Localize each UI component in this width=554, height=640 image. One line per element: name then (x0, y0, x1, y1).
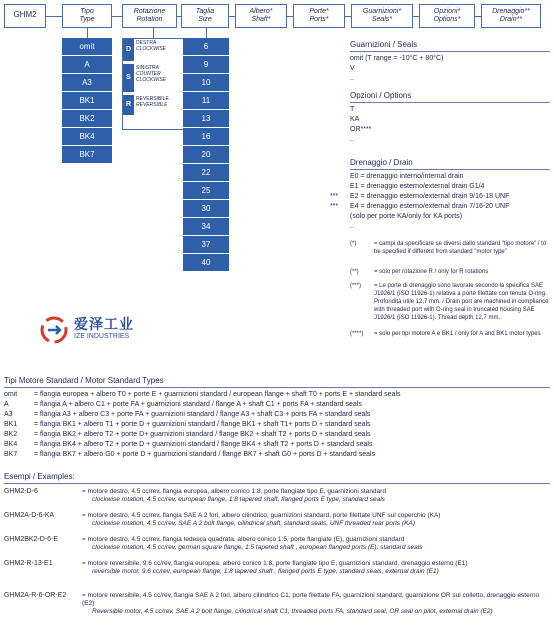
drain-item: (solo per porte KA/only for KA ports) (350, 213, 463, 220)
company-logo (40, 316, 200, 346)
drain-item: E4 = drenaggio esterno/external drain 7/16-20 UNF (350, 203, 510, 210)
header-box-5 (351, 4, 413, 28)
note-mark: (**) (350, 269, 359, 275)
example-text-en: Reversible motor, 4.5 cc/rev, SAE A 2 bolt flange, cilindrical shaft C1, threaded ports FA, standard seal, OR seal on pilot, external drain (E2) (92, 608, 493, 615)
seals-title: Guarnizioni / Seals (350, 40, 418, 49)
example-description (82, 560, 550, 576)
size-option: 16 (183, 128, 229, 146)
logo-mark-icon (40, 316, 68, 344)
std-types-title: Tipi Motore Standard / Motor Standard Types (4, 376, 164, 385)
size-option: 40 (183, 254, 229, 272)
drain-item: E2 = drenaggio esterno/external drain 9/16-18 UNF (350, 193, 510, 200)
rotation-label-it: SINISTRA (136, 65, 160, 71)
example-code: GHM2-D-6 (4, 488, 38, 495)
seal-item: omit (T range = -10°C + 80°C) (350, 55, 444, 62)
examples-title: Esempi / Examples: (4, 472, 75, 481)
std-type-code: BK1 (4, 421, 18, 428)
model-code-box (4, 4, 46, 28)
size-option: 13 (183, 110, 229, 128)
example-code: GHM2A-R-6-OR-E2 (4, 592, 67, 599)
size-option: 20 (183, 146, 229, 164)
header-box-label-it: Opzioni* (433, 8, 461, 15)
header-box-label-en: Shaft* (251, 16, 271, 23)
options-rule (350, 102, 550, 103)
size-option: 10 (183, 74, 229, 92)
size-option: 30 (183, 200, 229, 218)
std-type-code: BK2 (4, 431, 18, 438)
note-mark: (****) (350, 331, 364, 337)
logo-english-text: IZE INDUSTRIES (74, 333, 130, 340)
header-box-1 (122, 4, 177, 28)
example-text-en: clockwise rotation, 4.5 cc/rev, european flange, 1:8 tapered shaft, flanged ports E type, standard seals (92, 496, 385, 503)
header-box-label-it: Tipo (80, 8, 94, 15)
model-code: GHM2 (13, 10, 37, 19)
drain-item: E1 = drenaggio esterno/external drain G1/4 (350, 183, 485, 190)
rotation-letter: R (123, 95, 134, 115)
rotation-row (123, 39, 184, 61)
rotation-label-it: DESTRA (136, 40, 157, 46)
header-box-label-en: Seals* (371, 16, 393, 23)
size-option: 37 (183, 236, 229, 254)
example-description (82, 512, 550, 528)
std-type-text: = flangia BK7 + albero G0 + porte D + guarnizioni standard / flange BK7 + shaft G0 + ports D + standard seals (34, 451, 376, 458)
options-title: Opzioni / Options (350, 91, 412, 100)
size-option: 34 (183, 218, 229, 236)
example-text-it: = motore destro, 4.5 cc/rev, flangia europea, albero conico 1:8, porte flangiate tipo E, guarnizioni standard (82, 488, 386, 495)
header-box-label-it: Porte* (309, 8, 329, 15)
header-box-label-en: Type (79, 16, 95, 23)
example-code: GHM2-R-13-E1 (4, 560, 53, 567)
header-box-7 (481, 4, 541, 28)
type-connector (87, 28, 88, 38)
type-option: BK1 (62, 92, 112, 110)
example-text-en: reversible motor, 9.6 cc/rev, european flange, 1:8 tapered shaft , flanged ports E type, standard seals, external drain (E1) (92, 568, 439, 575)
type-option: A3 (62, 74, 112, 92)
example-description (82, 536, 550, 552)
seal-item: .. (350, 75, 354, 82)
drain-mark: *** (330, 203, 339, 210)
std-type-text: = flangia A + albero C1 + porte FA + guarnizioni standard / flange A + shaft C1 + ports FA + standard seals (34, 401, 362, 408)
example-text-it: = motore destro, 4.5 cc/rev, flangia SAE A 2 fori, albero cilindrico, guarnizioni standard, porte filettate UNF sul coperchio (KA) (82, 512, 441, 519)
example-description (82, 592, 550, 616)
std-type-code: BK4 (4, 441, 18, 448)
std-types-rule (4, 387, 550, 388)
header-box-label-it: Albero* (249, 8, 273, 15)
header-box-label-it: Rotazione (133, 8, 166, 15)
example-text-it: = motore reversibile, 9.6 cc/rev, flangia europea, albero conico 1:8, porte flangiate tipo E, guarnizioni standard, drenaggio esterno (E1) (82, 560, 468, 567)
std-type-code: omit (4, 391, 18, 398)
size-option: 11 (183, 92, 229, 110)
std-type-text: = flangia BK1 + albero T1 + porte D + guarnizioni standard / flange BK1 + shaft T1+ ports D + standard seals (34, 421, 371, 428)
rotation-box (122, 38, 185, 130)
rotation-label-it: REVERSIBILE (136, 96, 169, 102)
rotation-label-en: COUNTER CLOCKWISE (136, 71, 167, 83)
drain-rule (350, 169, 550, 170)
header-box-label-en: Rotation (136, 16, 163, 23)
example-text-en: clockwise rotation, 4.5 cc/rev, german square flange, 1:5 tapered shaft , european flanged ports (E), standard seals (92, 544, 423, 551)
note-text: = solo per tipi motore A e BK1 / only for A and BK1 motor types (374, 331, 541, 337)
header-box-2 (181, 4, 229, 28)
header-box-0 (62, 4, 112, 28)
type-option: BK7 (62, 146, 112, 164)
std-type-text: = flangia europea + albero T0 + porte E + guarnizioni standard / european flange + shaft T0 + ports E + standard seals (34, 391, 401, 398)
header-box-4 (293, 4, 345, 28)
rotation-label-en: CLOCKWISE (136, 46, 167, 52)
note-text: = campi da specificare se diversi dallo standard "tipo motore" / to be specified if different from standard "motor type" (374, 241, 547, 255)
header-box-6 (419, 4, 475, 28)
rotation-row (123, 64, 184, 92)
size-connector (206, 28, 207, 38)
header-box-label-en: Size (198, 16, 212, 23)
note-mark: (*) (350, 241, 357, 247)
type-option: omit (62, 38, 112, 56)
header-box-label-en: Ports* (309, 16, 329, 23)
example-description (82, 488, 550, 504)
note-mark: (***) (350, 283, 362, 289)
std-type-code: BK7 (4, 451, 18, 458)
size-option: 6 (183, 38, 229, 56)
size-option: 9 (183, 56, 229, 74)
std-type-text: = flangia BK2 + albero T2 + porte D+ guarnizioni standard / flange BK2 + shaft T2 + ports D + standard seals (34, 431, 371, 438)
option-item: T (350, 106, 355, 113)
example-code: GHM2A-D-6-KA (4, 512, 55, 519)
std-type-text: = flangia BK4 + albero T2 + porte D + guarnizioni standard / flange BK4 + shaft T2 + ports D + standard seals (34, 441, 373, 448)
option-item: .. (350, 136, 354, 143)
rotation-connector (153, 28, 154, 38)
type-option: A (62, 56, 112, 74)
note-text: = solo per rotazione R / only for R rotations (374, 269, 489, 275)
header-box-label-it: Guarnizioni* (362, 8, 402, 15)
header-box-3 (235, 4, 287, 28)
size-option: 25 (183, 182, 229, 200)
header-box-label-en: Drain** (499, 16, 523, 23)
rotation-text (136, 65, 184, 83)
std-type-code: A3 (4, 411, 13, 418)
drain-item: .. (350, 223, 354, 230)
type-option: BK2 (62, 110, 112, 128)
rotation-row (123, 95, 184, 115)
example-text-it: = motore reversibile, 4.5 cc/rev, flangia SAE A 2 fori, albero cilindrico C1, porte filettate FA, guarnizioni standard, guarnizione OR sul colletto, drenaggio esterno (E2) (82, 592, 540, 607)
drain-item: E0 = drenaggio interno/internal drain (350, 173, 464, 180)
examples-rule (4, 483, 550, 484)
example-text-it: = motore destro, 4.5 cc/rev, flangia tedesca quadrata, albero conico 1:5, porte flangiate (E), guarnizioni standard (82, 536, 405, 543)
rotation-label-en: REVERSIBLE (136, 102, 168, 108)
seals-rule (350, 51, 550, 52)
header-box-label-it: Taglia (195, 8, 215, 15)
option-item: KA (350, 116, 360, 123)
std-type-text: = flangia A3 + albero C3 + porte FA + guarnizioni standard / flange A3 + shaft C3 + ports FA + standard seals (34, 411, 371, 418)
drain-title: Drenaggio / Drain (350, 158, 413, 167)
rotation-letter: D (123, 39, 134, 61)
example-text-en: clockwise rotation, 4.5 cc/rev, SAE A 2 bolt flange, cilindrical shaft, standard seals, UNF threaded rear ports (KA) (92, 520, 415, 527)
logo-chinese-text: 爱泽工业 (74, 316, 134, 332)
rotation-letter: S (123, 64, 134, 92)
drain-mark: *** (330, 193, 339, 200)
std-type-code: A (4, 401, 9, 408)
rotation-text (136, 96, 169, 108)
type-option: BK4 (62, 128, 112, 146)
note-text: = Le porte di drenaggio sono lavorate secondo la specifica SAE J1926/1 (ISO 11926-1) relativa a porte filettate con tenuta O-ring. Profondità utile 12,7 mm. / Drain port are machined in compliance with threaded port with O-ring seal in truncated housing SAE J1926/1 (ISO 11926-1). Thread depth 12,7 mm. (374, 283, 549, 321)
size-option: 22 (183, 164, 229, 182)
option-item: OR**** (350, 126, 372, 133)
example-code: GHM2BK2-D-6-E (4, 536, 59, 543)
header-box-label-en: Options* (433, 16, 461, 23)
header-box-label-it: Drenaggio** (492, 8, 530, 15)
rotation-text (136, 40, 166, 52)
seal-item: V (350, 65, 355, 72)
